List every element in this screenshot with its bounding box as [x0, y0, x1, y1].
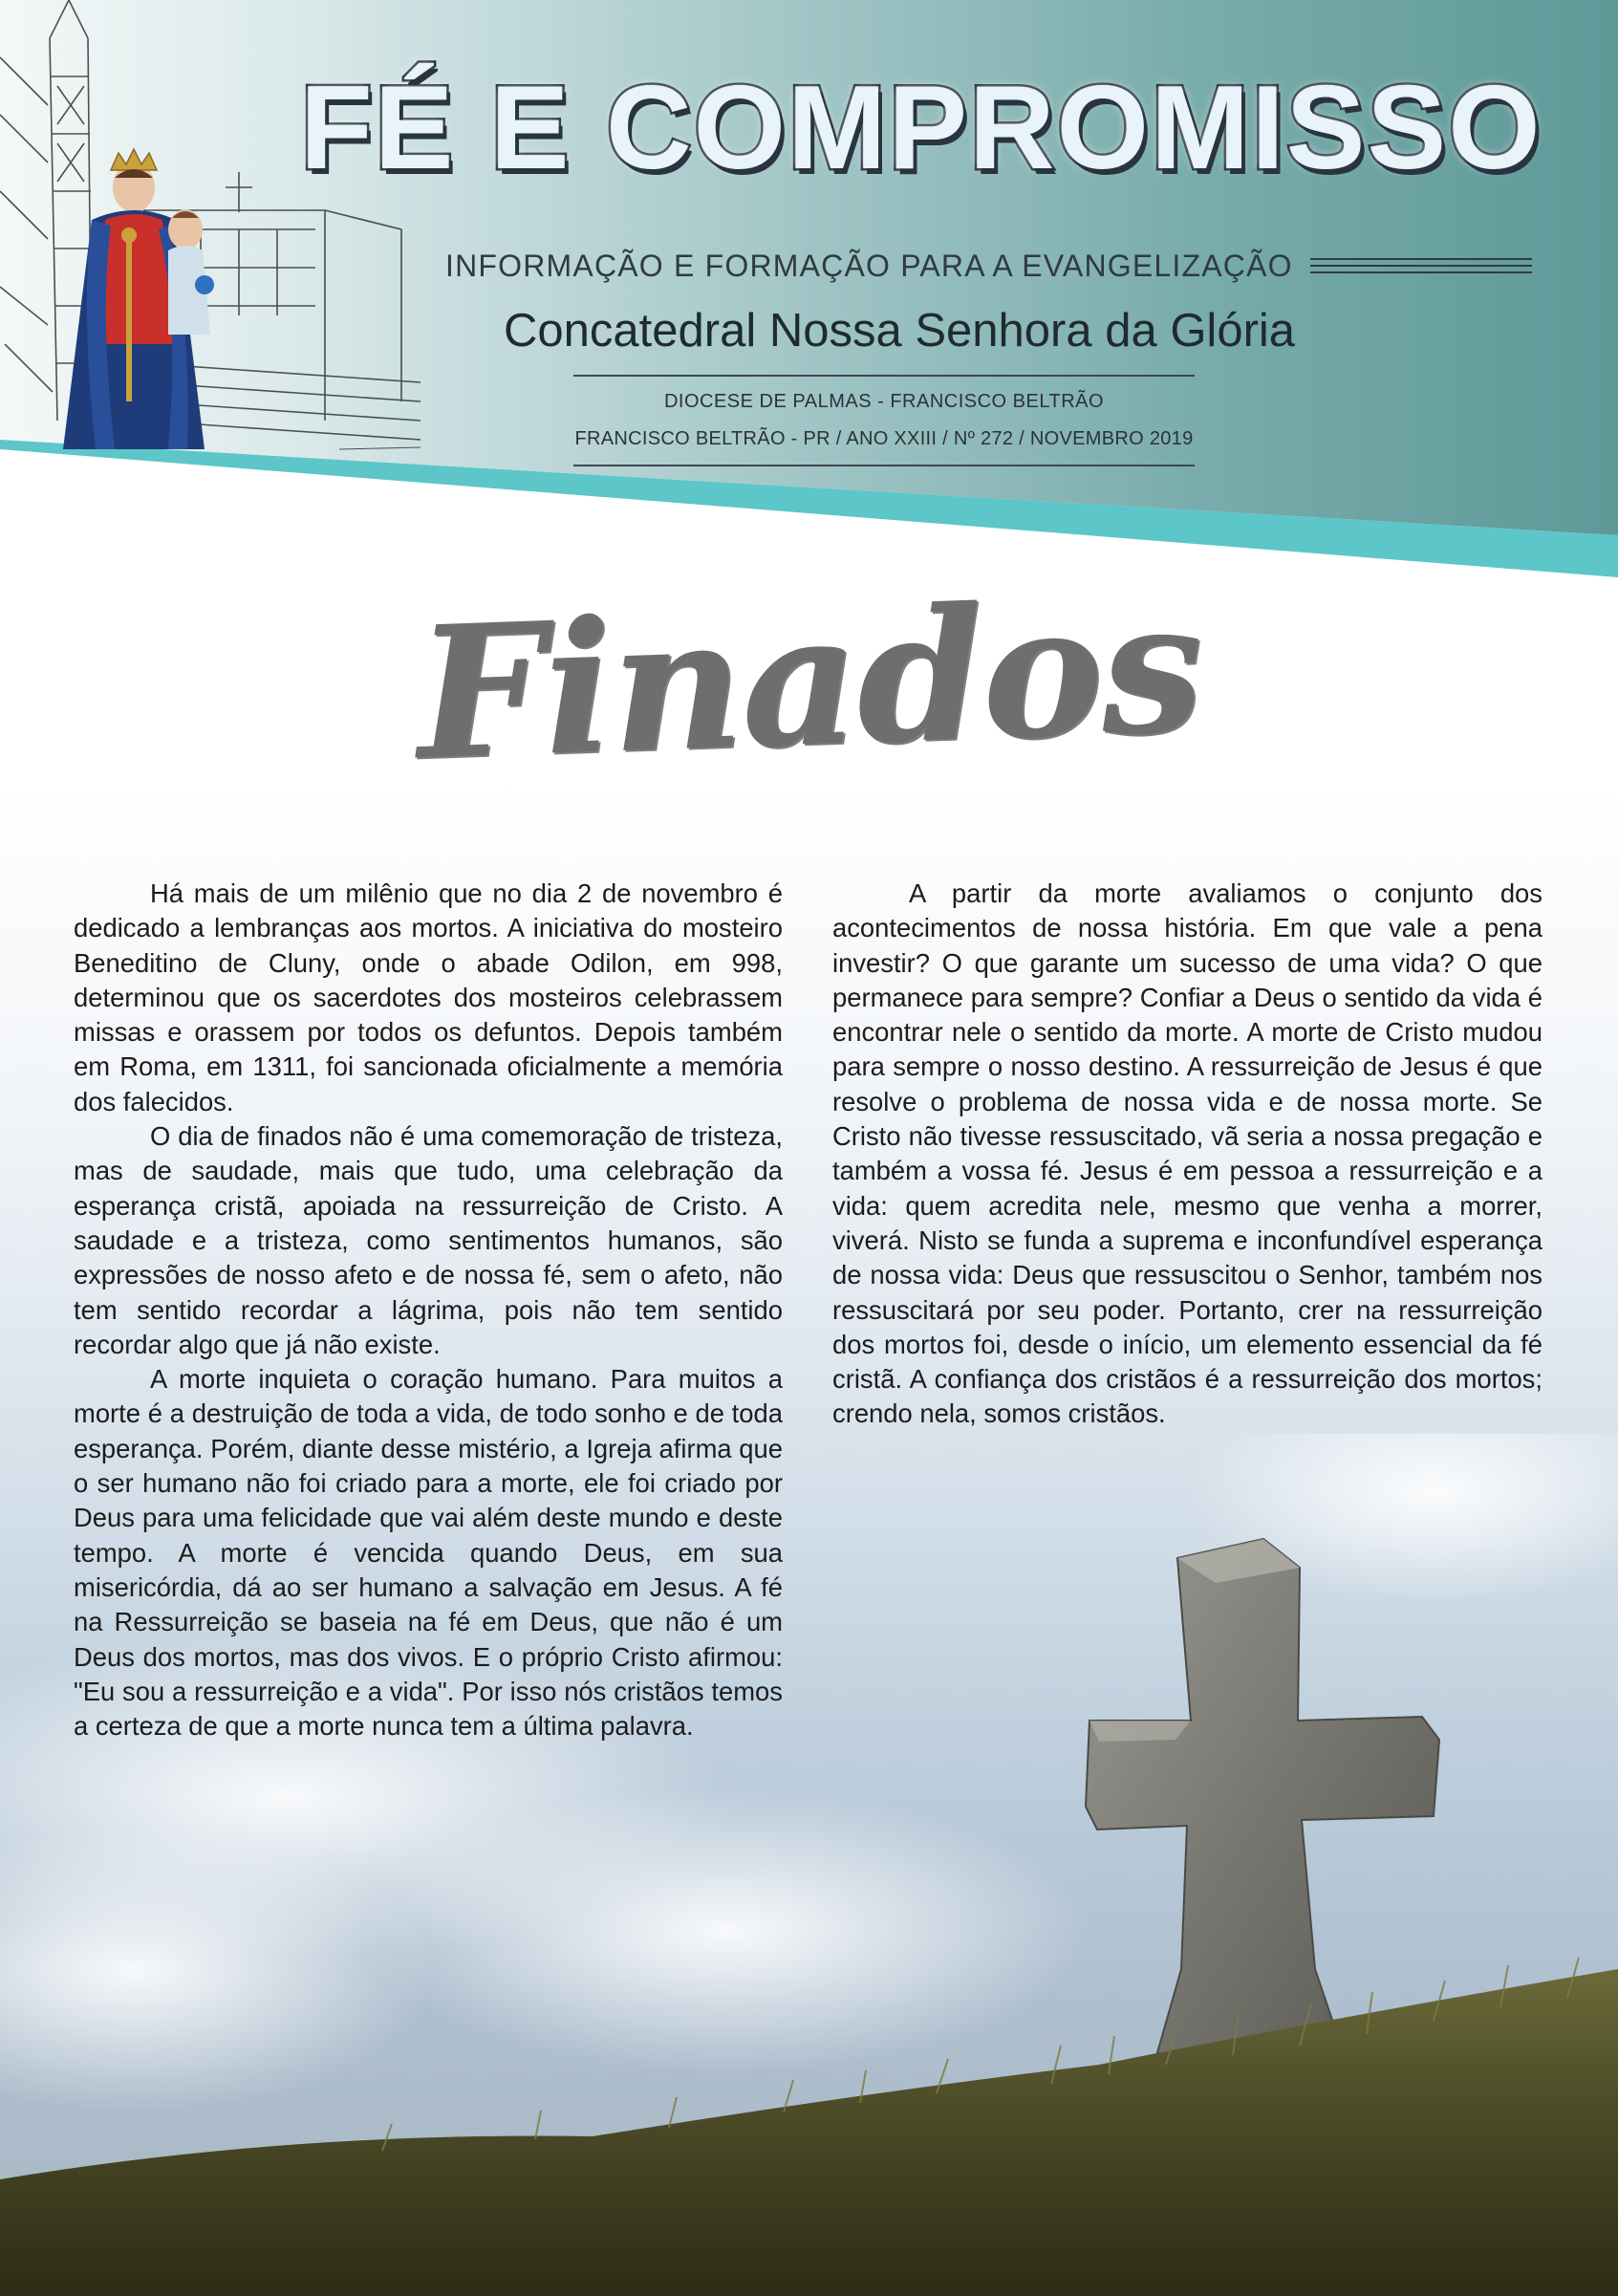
tagline-row — [445, 247, 1532, 285]
parish-name: Concatedral Nossa Senhora da Glória — [504, 305, 1296, 357]
paragraph: A morte inquieta o coração humano. Para muitos a morte é a destruição de toda a vida, de todo sonho e de toda esperança. Porém, diante desse mistério, a Igreja afirma que o ser humano não foi criado para a morte, ele foi criado por Deus para uma felicidade que vai além deste mundo e deste tempo. A morte é vencida quando Deus, em sua misericórdia, dá ao ser humano a salvação em Jesus. A fé na Ressurreição se baseia na fé em Deus, que não é um Deus dos mortos, mas dos vivos. E o próprio Cristo afirmou: "Eu sou a ressurreição e a vida". Por isso nós cristãos temos a certeza de que a morte nunca tem a última palavra. — [74, 1364, 783, 1742]
tagline-decoration — [1310, 256, 1532, 275]
newspaper-title: FÉ E COMPROMISSO — [300, 62, 1542, 194]
paragraph: Há mais de um milênio que no dia 2 de novembro é dedicado a lembranças aos mortos. A iniciativa do mosteiro Beneditino de Cluny, onde o abade Odilon, em 998, determinou que os sacerdotes dos mosteiros celebrassem missas e orassem por todos os defuntos. Depois também em Roma, em 1311, foi sancionada oficialmente a memória dos falecidos. — [74, 878, 783, 1116]
edition-line: FRANCISCO BELTRÃO - PR / ANO XXIII / Nº 272 / NOVEMBRO 2019 — [574, 428, 1194, 449]
tagline: INFORMAÇÃO E FORMAÇÃO PARA A EVANGELIZAÇÃO — [445, 248, 1293, 283]
article-column-left — [74, 877, 783, 1744]
paragraph: A partir da morte avaliamos o conjunto dos acontecimentos de nossa história. Em que vale a pena investir? O que garante um sucesso de uma vida? O que permanece para sempre? Confiar a Deus o sentido da vida é encontrar nele o sentido da morte. A morte de Cristo mudou para sempre o nosso destino. A ressurreição de Jesus é que resolve o problema de nossa vida e de nossa morte. Se Cristo não tivesse ressuscitado, vã seria a nossa pregação e também a vossa fé. Jesus é em pessoa a ressurreição e a vida: quem acredita nele, mesmo que venha a morrer, viverá. Nisto se funda a suprema e inconfundível esperança de nossa vida: Deus que ressuscitou o Senhor, também nos ressuscitará por seu poder. Portanto, crer na ressurreição dos mortos foi, desde o início, um elemento essencial da fé cristã. A confiança dos cristãos é a ressurreição dos mortos; crendo nela, somos cristãos. — [832, 878, 1542, 1429]
article-headline: Finados — [413, 559, 1205, 801]
divider-top — [573, 375, 1195, 377]
diocese-line: DIOCESE DE PALMAS - FRANCISCO BELTRÃO — [663, 391, 1105, 412]
paragraph: O dia de finados não é uma comemoração de tristeza, mas de saudade, mais que tudo, uma celebração da esperança cristã, apoiada na ressurreição de Cristo. A saudade e a tristeza, como sentimentos humanos, são expressões de nosso afeto e de nossa fé, sem o afeto, não tem sentido recordar a lágrima, pois não tem sentido recordar algo que já não existe. — [74, 1121, 783, 1359]
statue-figure — [63, 149, 214, 449]
article-column-right — [832, 877, 1542, 1432]
divider-bottom — [573, 465, 1195, 466]
masthead — [0, 0, 1618, 583]
